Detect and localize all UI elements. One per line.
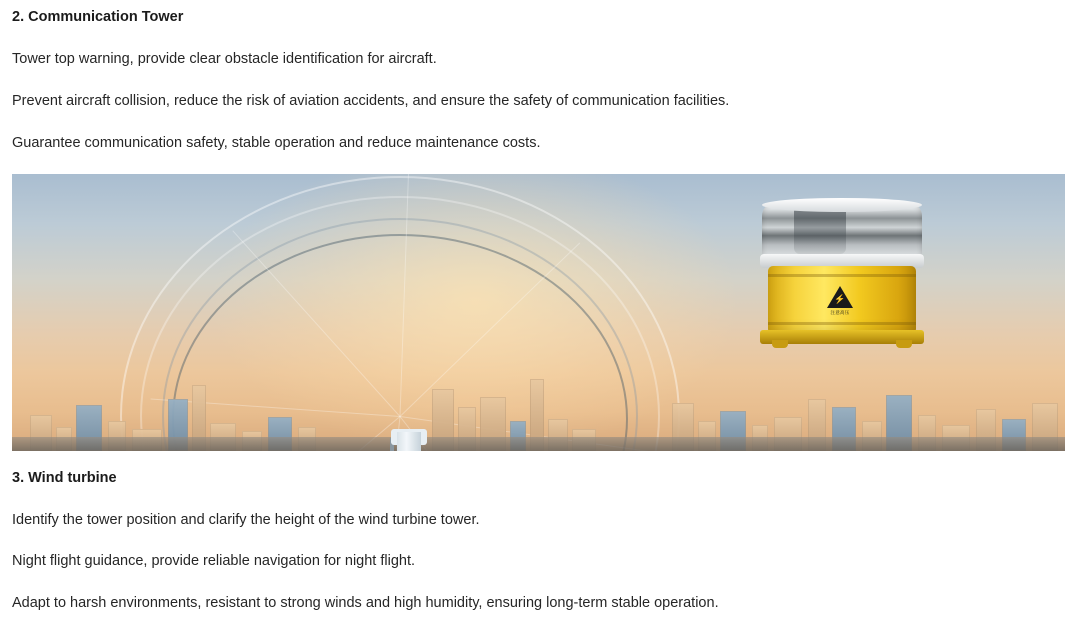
figure-communication-tower: [12, 174, 1065, 451]
beacon-lens-shadow: [794, 206, 846, 254]
beacon-foot: [896, 340, 912, 348]
section-heading-wind-turbine: 3. Wind turbine: [12, 470, 117, 486]
spacer: [0, 152, 1077, 174]
spacer: [0, 25, 1077, 51]
building: [752, 425, 768, 451]
building: [56, 427, 72, 451]
beacon-lens-rim: [762, 198, 922, 212]
paragraph: Night flight guidance, provide reliable navigation for night flight.: [12, 553, 416, 569]
spacer: [0, 570, 1077, 595]
section-heading-communication-tower: 2. Communication Tower: [12, 9, 184, 25]
spacer: [0, 486, 1077, 512]
spacer: [0, 68, 1077, 93]
warning-label-text: 注意高压: [830, 310, 850, 315]
spacer: [0, 529, 1077, 553]
building: [774, 417, 802, 451]
top-spacer: [0, 0, 1077, 9]
building: [1002, 419, 1026, 451]
warning-label: [818, 284, 862, 318]
lightning-bolt-icon: ⚡: [834, 294, 846, 304]
paragraph: Adapt to harsh environments, resistant to strong winds and high humidity, ensuring long-term stable operation.: [12, 595, 719, 611]
building: [698, 421, 716, 451]
tower-mast: [397, 432, 421, 451]
building: [832, 407, 856, 451]
building: [942, 425, 970, 451]
building: [862, 421, 882, 451]
building: [918, 415, 936, 451]
spacer: [0, 451, 1077, 470]
warning-triangle-icon: [827, 286, 853, 308]
building: [808, 399, 826, 451]
beacon-band: [768, 322, 916, 325]
spacer: [0, 110, 1077, 135]
building: [1032, 403, 1058, 451]
building: [720, 411, 746, 451]
paragraph: Tower top warning, provide clear obstacle identification for aircraft.: [12, 51, 437, 67]
beacon-foot: [772, 340, 788, 348]
paragraph: Identify the tower position and clarify the height of the wind turbine tower.: [12, 512, 480, 528]
paragraph: Prevent aircraft collision, reduce the risk of aviation accidents, and ensure the safety of communication facilities.: [12, 93, 730, 109]
aviation-obstruction-beacon: [754, 202, 930, 354]
building: [976, 409, 996, 451]
beacon-band: [768, 274, 916, 277]
paragraph: Guarantee communication safety, stable operation and reduce maintenance costs.: [12, 135, 541, 151]
building: [76, 405, 102, 451]
building: [886, 395, 912, 451]
building: [30, 415, 52, 451]
